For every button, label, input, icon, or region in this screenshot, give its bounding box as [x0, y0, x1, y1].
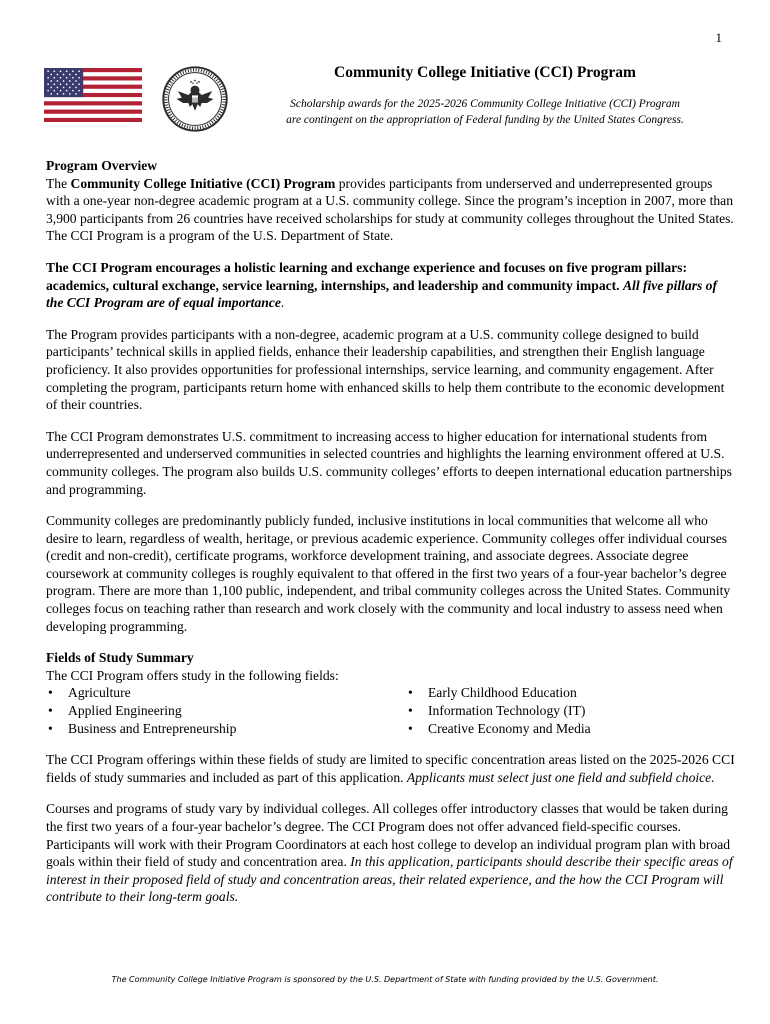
- program-overview: [46, 157, 736, 245]
- us-flag-icon: [44, 68, 142, 122]
- overview-program-name: Community College Initiative (CCI) Program: [70, 175, 336, 191]
- state-department-seal-icon: [162, 66, 228, 132]
- program-description-paragraph: The Program provides participants with a non-degree, academic program at a U.S. community college designed to build participants’ technical skills in applied fields, enhance their leadership capabilities, and strengthen their English language proficiency. It also provides opportunities for professional internships, service learning, and community engagement. After completing the program, participants return home with enhanced skills to help them contribute to the economic development of their countries.: [46, 326, 725, 413]
- courses-text: Courses and programs of study vary by individual colleges. All colleges offer introductory classes that would be taken during the first two years of a four-year bachelor’s degree. The CCI Program does not offer advanced field-specific courses. Participants will work with their Program Coordinators at each host college to develop an individual program plan with broad goals within their field of study and concentration area.: [46, 801, 731, 870]
- fields-heading: Fields of Study Summary: [46, 650, 194, 666]
- fields-left-list: [46, 684, 406, 737]
- fields-right-column: [406, 667, 736, 737]
- pillars-end: .: [280, 295, 285, 311]
- program-overview-heading: Program Overview: [46, 158, 158, 173]
- fields-of-study: [46, 649, 736, 737]
- list-item: • Agriculture: [46, 684, 406, 702]
- overview-text-a: The: [46, 175, 71, 191]
- offerings-instruction: Applicants must select just one field and subfield choice.: [406, 769, 715, 785]
- disclaimer-line-2: are contingent on the appropriation of Federal funding by the United States Congress.: [286, 114, 684, 126]
- overview-text-b: provides participants from underserved and underrepresented groups with a one-year non-degree academic program at a U.S. community college. Since the program’s inception in 2007, more than 3,900 participants from 26 countries have received scholarships for study at community colleges throughout the United States. The CCI Program is a program of the U.S. Department of State.: [46, 175, 734, 244]
- courses-paragraph: [46, 800, 736, 906]
- funding-disclaimer: [250, 96, 720, 128]
- page-number: 1: [715, 30, 722, 45]
- offerings-text: The CCI Program offerings within these fields of study are limited to specific concentration areas listed on the 2025-2026 CCI fields of study summaries and included as part of this application.: [46, 752, 735, 785]
- list-item: • Creative Economy and Media: [406, 720, 736, 738]
- pillars-emphasis: All five pillars of the CCI Program are of equal importance: [46, 277, 717, 311]
- list-item: • Information Technology (IT): [406, 702, 736, 720]
- fields-left-column: [46, 667, 406, 737]
- sponsor-footer: The Community College Initiative Program is sponsored by the U.S. Department of State with funding provided by the U.S. Government.: [111, 975, 659, 984]
- fields-columns: [46, 667, 736, 737]
- fields-intro: The CCI Program offers study in the following fields:: [46, 667, 339, 683]
- document-body: [46, 157, 736, 920]
- fields-right-list: [406, 684, 736, 737]
- list-item: • Early Childhood Education: [406, 684, 736, 702]
- community-colleges-paragraph: Community colleges are predominantly publicly funded, inclusive institutions in local communities that welcome all who desire to learn, regardless of wealth, heritage, or previous academic experience. Community colleges offer individual courses (credit and non-credit), certificate programs, workforce development training, and associate degrees. Associate degree coursework at community colleges is roughly equivalent to that offered in the first two years of a four-year bachelor’s degree program. There are more than 1,100 public, independent, and tribal community colleges across the United States. Community colleges focus on teaching rather than research and work closely with the community and local industry to assess need when developing programming.: [46, 513, 731, 634]
- list-item: • Applied Engineering: [46, 702, 406, 720]
- pillars-paragraph: [46, 259, 736, 312]
- disclaimer-line-1: Scholarship awards for the 2025-2026 Community College Initiative (CCI) Program: [290, 98, 680, 110]
- offerings-paragraph: [46, 751, 736, 786]
- document-title: Community College Initiative (CCI) Program: [334, 64, 636, 81]
- list-item: • Business and Entrepreneurship: [46, 720, 406, 738]
- pillars-text: The CCI Program encourages a holistic learning and exchange experience and focuses on five program pillars: academics, cultural exchange, service learning, internships, and leadership and community impact.: [46, 259, 688, 293]
- commitment-paragraph: The CCI Program demonstrates U.S. commitment to increasing access to higher education for international students from underrepresented and underserved communities in selected countries and highlights the learning environment offered at U.S. community colleges. The program also builds U.S. community colleges’ efforts to deepen international education partnerships and programming.: [46, 428, 732, 497]
- courses-instruction: In this application, participants should describe their specific areas of interest in their proposed field of study and concentration areas, their related experience, and the how the CCI Program will contribute to their long-term goals.: [46, 854, 733, 905]
